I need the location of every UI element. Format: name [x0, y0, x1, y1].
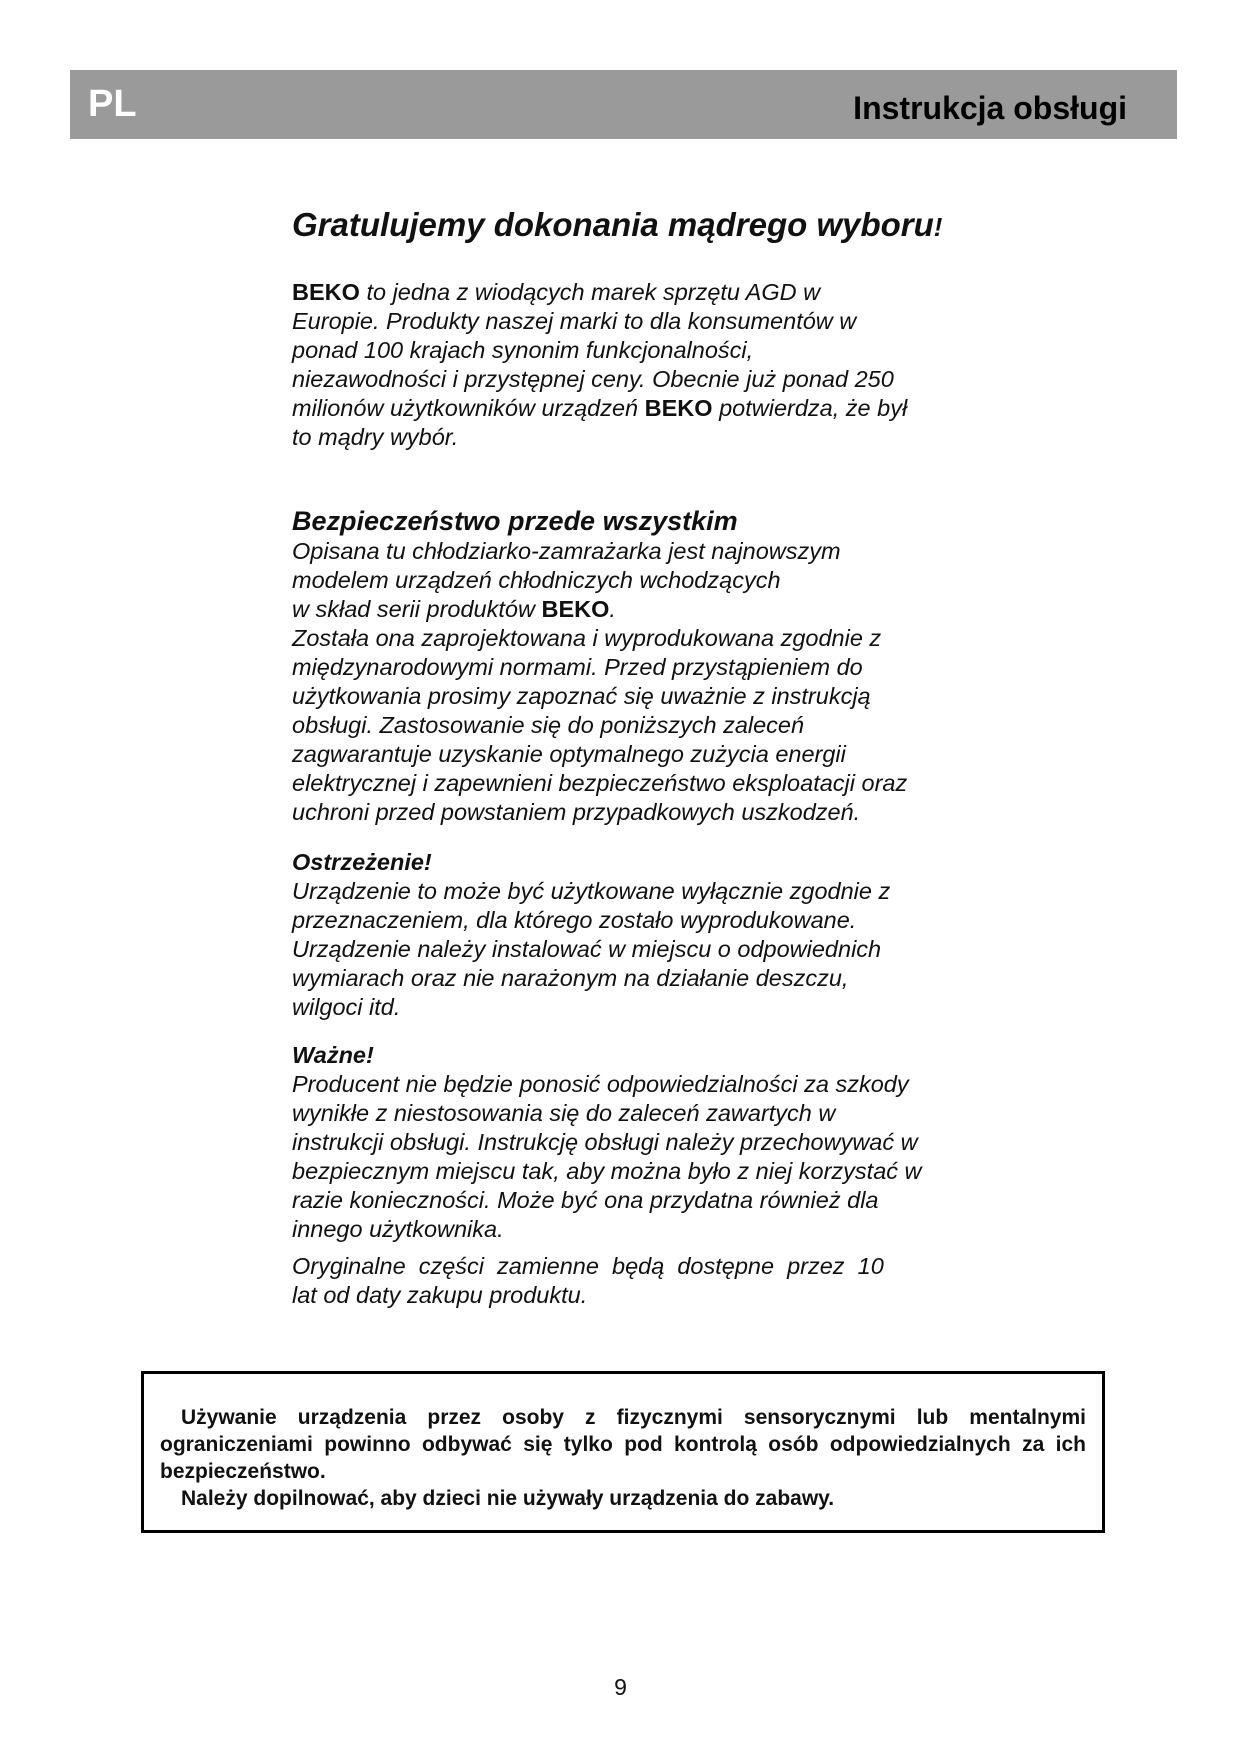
- spare-parts-paragraph: Oryginalne części zamienne będą dostępne przez 10 lat od daty zakupu produktu.: [292, 1253, 884, 1308]
- safety-title: Bezpieczeństwo przede wszystkim: [292, 506, 738, 536]
- manual-title: Instrukcja obsługi: [853, 90, 1127, 126]
- notice-paragraph-2: Należy dopilnować, aby dzieci nie używały urządzenia do zabawy.: [181, 1487, 835, 1510]
- language-label: PL: [88, 83, 137, 125]
- safety-section: Bezpieczeństwo przede wszystkim Opisana tu chłodziarko-zamrażarka jest najnowszym modelem urządzeń chłodniczych wchodzących w skład serii produktów BEKO. Została ona zaprojektowana i wyprodukowana zgodnie z międzynarodowymi normami. Przed przystąpieniem do użytkowania prosimy zapoznać się uważnie z instrukcją obsługi. Zastosowanie się do poniższych zaleceń zagwarantuje uzyskanie optymalnego zużycia energii elektrycznej i zapewnieni bezpieczeństwo eksploatacji oraz uchroni przed powstaniem przypadkowych uszkodzeń.: [292, 506, 908, 825]
- notice-paragraph-1: Używanie urządzenia przez osoby z fizycznymi sensorycznymi lub mentalnymi ograniczeniami powinno odbywać się tylko pod kontrolą osób odpowiedzialnych za ich bezpieczeństwo.: [160, 1406, 1086, 1483]
- intro-paragraph: BEKO to jedna z wiodących marek sprzętu AGD w Europie. Produkty naszej marki to dla konsumentów w ponad 100 krajach synonim funkcjonalności, niezawodności i przystępnej ceny. Obecnie już ponad 250 milionów użytkowników urządzeń BEKO potwierdza, że był to mądry wybór.: [292, 279, 908, 450]
- brand-name: BEKO: [292, 279, 360, 305]
- important-section: Ważne! Producent nie będzie ponosić odpowiedzialności za szkody wynikłe z niestosowania się do zaleceń zawartych w instrukcji obsługi. Instrukcję obsługi należy przechowywać w bezpiecznym miejscu tak, aby można było z niej korzystać w razie konieczności. Może być ona przydatna również dla innego użytkownika.: [292, 1042, 922, 1242]
- warning-title: Ostrzeżenie!: [292, 849, 432, 875]
- page-number: 9: [614, 1674, 627, 1700]
- safety-notice-box: [141, 1371, 1105, 1533]
- important-title: Ważne!: [292, 1042, 374, 1068]
- warning-section: Ostrzeżenie! Urządzenie to może być użytkowane wyłącznie zgodnie z przeznaczeniem, dla którego zostało wyprodukowane. Urządzenie należy instalować w miejscu o odpowiednich wymiarach oraz nie narażonym na działanie deszczu, wilgoci itd.: [292, 849, 891, 1020]
- page-header: [70, 70, 1177, 139]
- intro-title: Gratulujemy dokonania mądrego wyboru!: [292, 206, 943, 243]
